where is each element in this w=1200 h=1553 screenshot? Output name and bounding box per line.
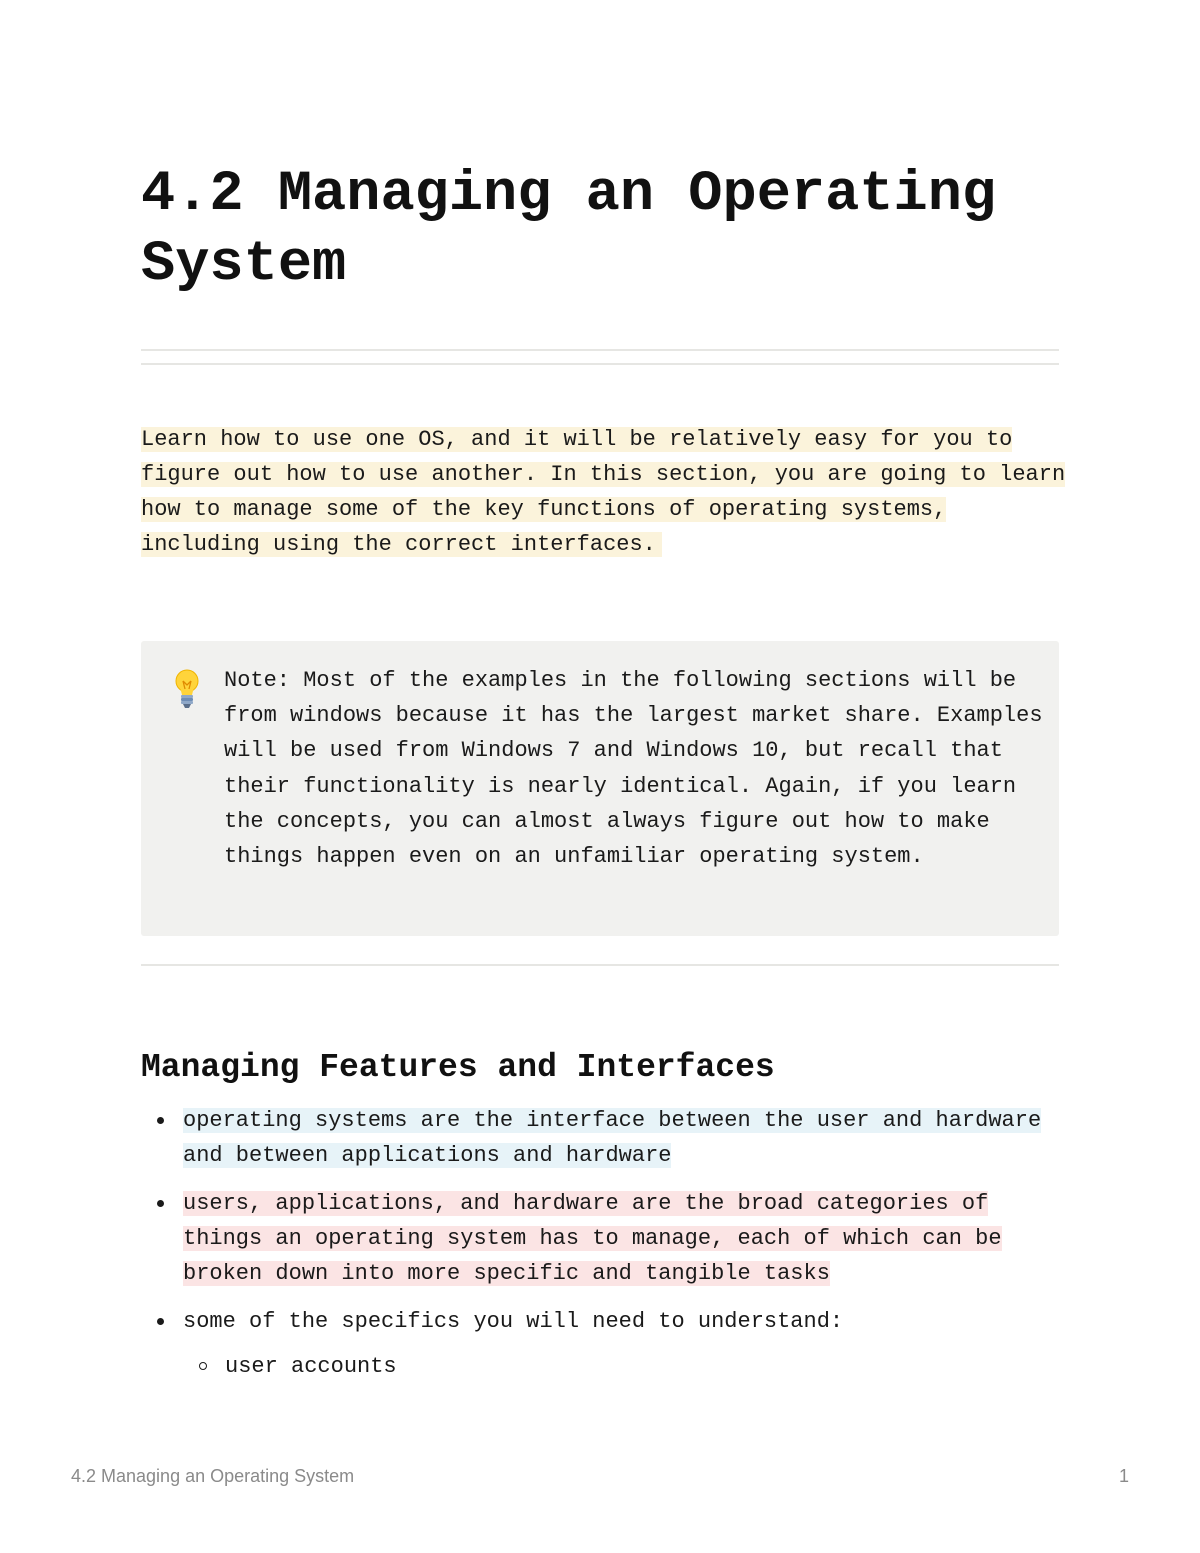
- footer-page-number: 1: [1118, 1466, 1129, 1486]
- footer-title: 4.2 Managing an Operating System: [71, 1466, 355, 1486]
- bullet-dot: [157, 1117, 164, 1124]
- sub-list-item: [183, 1349, 1066, 1384]
- sub-bullet-text: user accounts: [225, 1354, 397, 1379]
- section-heading: Managing Features and Interfaces: [141, 1049, 775, 1086]
- callout-text: Note: Most of the examples in the following sections will be from windows because it has the largest market share. Examples will be used from Windows 7 and Windows 10, but recall that their functionality is nearly identical. Again, if you learn the concepts, you can almost always figure out how to make things happen even on an unfamiliar operating system.: [224, 668, 1043, 870]
- intro-paragraph: [141, 422, 1071, 562]
- section-divider: [141, 964, 1059, 966]
- lightbulb-icon: [168, 667, 206, 711]
- note-callout: [141, 641, 1059, 936]
- bullet-list: [141, 1103, 1066, 1397]
- intro-text: Learn how to use one OS, and it will be relatively easy for you to figure out how to use another. In this section, you are going to learn how to manage some of the key functions of operating systems, including using the correct interfaces.: [141, 427, 1066, 557]
- sub-bullet-list: [183, 1349, 1066, 1384]
- list-item: [141, 1103, 1066, 1173]
- page-title: 4.2 Managing an Operating System: [141, 163, 997, 297]
- bullet-text: users, applications, and hardware are the broad categories of things an operating system has to manage, each of which can be broken down into more specific and tangible tasks: [183, 1191, 1002, 1286]
- bullet-text: some of the specifics you will need to understand:: [183, 1309, 844, 1334]
- bullet-text: operating systems are the interface between the user and hardware and between applications and hardware: [183, 1108, 1042, 1168]
- title-divider-top: [141, 349, 1059, 351]
- bullet-dot: [157, 1318, 164, 1325]
- list-item: [141, 1304, 1066, 1384]
- list-item: [141, 1186, 1066, 1291]
- hollow-bullet-dot: [199, 1362, 207, 1370]
- title-divider-bottom: [141, 363, 1059, 365]
- bullet-dot: [157, 1200, 164, 1207]
